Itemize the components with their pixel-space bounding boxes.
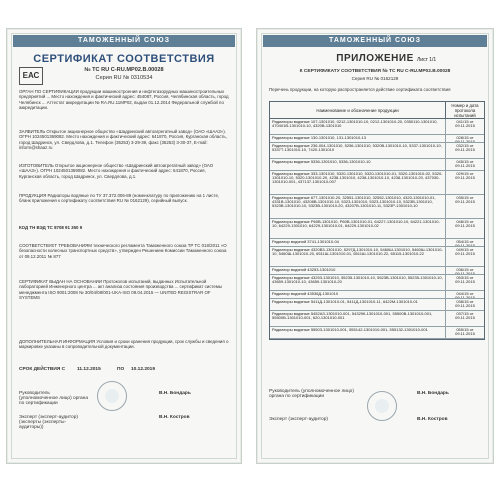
product-name-cell: Радиатор водяной 43536Д-1301010 <box>270 291 446 298</box>
product-name-cell: Радиаторы водяные 4320В3-1301010, 5297Д-1301010-10, 5460Ш-1301010, 5460Ш-1301010-10, 5460Ш-1301010-20, 6511Ш-1301010-01, 6511Ш-1301010-22, 65115-1301010-22 <box>270 247 446 266</box>
product-name-cell: Радиаторы водяные 677-1301010-20, 32551-1301010, 32552-1301010, 4320-1301010-01, 4331В-1301010, 43208В-1301010-10, 5323-1301010, 5323-1301010-10, 5323В-1301010, 5323В-1301010-10, 5323В-1301010-20, 43207В-1301010-11, 5323Р-1301010-10 <box>270 195 446 218</box>
product-text: ПРОДУКЦИЯ Радиаторы водяные по ТУ 37.372.006-89 (номенклатуру по приложению на 1 листе, бланк приложения к сертификату соответствия RU № 0162129), серийный выпуск. <box>19 193 220 204</box>
product-name-cell: Радиаторы водяные 5336-1301010, 5336-1301010-10 <box>270 159 446 170</box>
table-row <box>270 239 484 247</box>
appendix-reference: К СЕРТИФИКАТУ СООТВЕТСТВИЯ № ТС RU C-RU.MP02.B.00028 <box>299 69 451 74</box>
table-row <box>270 159 484 171</box>
expert-label: Эксперт (эксперт-аудитор) (эксперты (эксперты-аудиторы)) <box>19 415 78 430</box>
head-label: Руководитель (уполномоченное лицо) органа по сертификации <box>19 391 88 406</box>
protocol-cell: 044/15 от 09.11.2015 <box>455 291 475 298</box>
appendix-sheet-number: Лист 1/1 <box>417 57 437 63</box>
protocol-cell: 032/15 от 09.11.2015 <box>455 143 475 152</box>
official-seal <box>97 381 127 411</box>
table-row <box>270 171 484 195</box>
product-table <box>269 101 485 340</box>
product-name-cell: Радиаторы водяные 43253-1301010, 55235-1301010-10, 5523В-1301010, 55235-1301010-10, 43659-1301010-10, 43659-1301010-20 <box>270 275 446 290</box>
table-row <box>270 275 484 291</box>
table-row <box>270 119 484 135</box>
appendix-title: ПРИЛОЖЕНИЕ <box>336 53 414 64</box>
certificate-number: № ТС RU C-RU.MP02.B.00028 <box>84 67 164 73</box>
protocol-cell: 054/15 от 09.11.2015 <box>455 239 475 246</box>
table-row <box>270 143 484 159</box>
protocol-cell: 035/15 от 09.11.2015 <box>455 195 475 204</box>
head-name: В.Н. Бондарь <box>159 391 191 396</box>
customs-union-band: ТАМОЖЕННЫЙ СОЮЗ <box>263 35 487 47</box>
customs-union-band: ТАМОЖЕННЫЙ СОЮЗ <box>13 35 235 47</box>
table-row <box>270 267 484 275</box>
basis-text: СЕРТИФИКАТ ВЫДАН НА ОСНОВАНИИ Протоколов испытаний, выданных Испытательной лабораторией Инженерного центра ... акт анализа состояния производства ... сертификат системы менеджмента ISO 9001:2008 № 30/04/08/001-UKA-ISO 09.04.2015 — UNITED REGISTRAR OF SYSTEMS <box>19 279 223 301</box>
expert-name: В.Н. Костров <box>159 415 190 420</box>
certificate-series: Серия RU № 0310534 <box>95 75 153 81</box>
appendix-series: Серия RU № 0162129 <box>351 76 399 81</box>
manufacturer-text: ИЗГОТОВИТЕЛЬ Открытое акционерное общество «Шадринский автоагрегатный завод» (ОАО «ШААЗ»). ОГРН 1024501369082. Место нахождения и фактический адрес: 641870, Россия, Курганская область, город Шадринск, ул. Свердлова, д.1. <box>19 163 214 179</box>
protocol-cell: 041/15 от 09.11.2015 <box>455 119 475 128</box>
protocol-cell: 037/15 от 09.11.2015 <box>455 311 475 320</box>
protocol-cell: 036/15 от 09.11.2015 <box>455 267 475 274</box>
protocol-cell: 045/15 от 09.11.2015 <box>455 159 475 168</box>
table-header <box>270 102 484 119</box>
protocol-cell: 038/15 от 09.11.2015 <box>455 299 475 308</box>
table-row <box>270 311 484 327</box>
product-name-cell: Радиаторы водяные 5452АЗ-1301010-001, 54329К-1301010-001, 55500В-1301010-001, 55500В-1301010-001, 620-1301010-001 <box>270 311 446 326</box>
certificate-sheet <box>6 28 242 464</box>
product-name-cell: Радиатор водяной 43253-1301010 <box>270 267 446 274</box>
product-name-cell: Радиаторы водяные 55503-1301010-001, 555142-1301010-001, 555132-1301010-001 <box>270 327 446 338</box>
column-header-protocol: Номер и дата протокола испытаний <box>451 102 479 118</box>
table-row <box>270 135 484 143</box>
eac-mark: ЕАС <box>19 67 43 85</box>
table-row <box>270 219 484 239</box>
product-name-cell: Радиатор водяной 3741-1301010-04 <box>270 239 446 246</box>
protocol-cell: 048/15 от 09.11.2015 <box>455 219 475 228</box>
protocol-cell: 028/15 от 09.11.2015 <box>455 135 475 142</box>
code-text: КОД ТН ВЭД ТС 8708 91 350 9 <box>19 225 83 230</box>
table-row <box>270 327 484 339</box>
product-name-cell: Радиаторы водяные 5411Д-1301010-01, 5411Д-1301010-11, 6422М-1301010-01 <box>270 299 446 310</box>
appendix-head-label: Руководитель (уполномоченное лицо) органа по сертификации <box>269 389 354 399</box>
product-name-cell: Радиаторы водяные 130-1301010, 131-1301010-13 <box>270 135 446 142</box>
protocol-cell: 049/15 от 09.11.2015 <box>455 247 475 256</box>
valid-to-label: ПО <box>117 367 125 372</box>
column-header-name: Наименование и обозначение продукции <box>270 102 446 118</box>
appendix-expert-label: Эксперт (эксперт-аудитор) <box>269 417 328 422</box>
product-name-cell: Радиаторы водяные Р60В-1301010, Р60В-1301010-01, 64227-1301010-10, 64221-1301010-10, 64229-1301010, 64229-1301010-01, 64229-1301010-02 <box>270 219 446 238</box>
protocol-cell: 055/15 от 09.11.2015 <box>455 327 475 336</box>
valid-from: 11.12.2015 <box>77 367 101 372</box>
appendix-head-name: В.Н. Бондарь <box>417 391 449 396</box>
product-name-cell: Радиаторы водяные 107-1301010, 0212-1301010-10, 0212-1301010-20, 0350110-1301010, 470401В-1301010-10, 4320В-1301010 <box>270 119 446 134</box>
table-row <box>270 291 484 299</box>
appendix-sheet <box>256 28 494 464</box>
valid-to: 10.12.2019 <box>131 367 156 372</box>
valid-from-label: СРОК ДЕЙСТВИЯ С <box>19 367 66 372</box>
protocol-cell: 053/15 от 09.11.2015 <box>455 275 475 284</box>
appendix-intro: Перечень продукции, на которую распространяется действие сертификата соответствия <box>269 87 451 92</box>
table-row <box>270 299 484 311</box>
appendix-seal <box>367 391 397 421</box>
table-row <box>270 247 484 267</box>
product-name-cell: Радиаторы водяные 236-004-1301010, 5256-1301010, 5320В-1301010-10, 5337-1301010-10, 5337Т-1301010-10, 7420-1301010 <box>270 143 446 158</box>
organ-text: ОРГАН ПО СЕРТИФИКАЦИИ продукции машиностроения и нефтегазорудных машиностроительных предприятий ... Место нахождения и фактический адрес: 454087, Россия, Челябинская область, город Челябинск ... Аттестат аккредитации № RA.RU.11MP02, выдан 01.12.2014 Федеральной службой по аккредитации. <box>19 89 229 111</box>
requirements-text: СООТВЕТСТВУЕТ ТРЕБОВАНИЯМ технического регламента Таможенного союза ТР ТС 018/2011 «О безопасности колесных транспортных средств», утвержден Решением Комиссии Таможенного союза от 09.12.2011 № 877 <box>19 243 227 259</box>
additional-info-text: ДОПОЛНИТЕЛЬНАЯ ИНФОРМАЦИЯ Условия и сроки хранения продукции, срок службы и сведения о маркировке указаны в сопроводительной документации. <box>19 339 229 350</box>
product-name-cell: Радиаторы водяные 333-1301010, 5320-1301010, 5320-1301010-01, 5320-1301010-02, 5320-1301010-10, 5320-1301010-20, 4238-1301010, 4238-1301010-10, 4238-1301010-20, 437030-1301010-001, 437137-1301010-007 <box>270 171 446 194</box>
applicant-text: ЗАЯВИТЕЛЬ Открытое акционерное общество «Шадринский автоагрегатный завод» (ОАО «ШААЗ»). ОГРН 1024501369082. Место нахождения и фактический адрес: 641870, Россия, Курганская область, город Шадринск, ул. Свердлова, д.1. Телефон (35253) 3-29-39, факс (35253) 3-30-37, E-mail: inform@shaaz.ru <box>19 129 227 151</box>
protocol-cell: 029/15 от 09.11.2015 <box>455 171 475 180</box>
appendix-expert-name: В.Н. Костров <box>417 417 448 422</box>
certificate-title: СЕРТИФИКАТ СООТВЕТСТВИЯ <box>33 53 215 65</box>
table-row <box>270 195 484 219</box>
